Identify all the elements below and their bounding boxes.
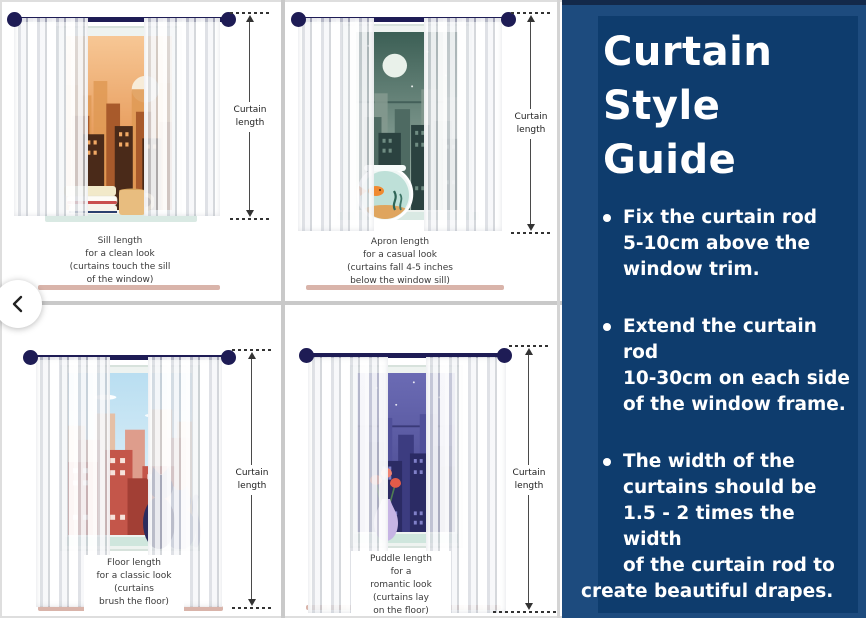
panel-puddle-length xyxy=(285,305,557,616)
tip-line: of the window frame. xyxy=(623,394,846,415)
curtain-length-measure xyxy=(232,349,272,609)
caption-line: (curtains xyxy=(114,584,154,594)
caption-line: Floor length xyxy=(107,558,161,568)
caption-line: romantic look xyxy=(370,580,432,590)
curtain-end-dotted-line xyxy=(232,607,272,609)
tip-line: curtains should be xyxy=(623,477,817,498)
bullet-dot xyxy=(603,458,611,466)
chevron-left-icon xyxy=(8,294,28,314)
tip-line: Extend the curtain rod xyxy=(623,316,817,363)
curtain-end-dotted-line xyxy=(511,232,551,234)
tip-line: The width of the xyxy=(623,451,795,472)
caption-line: for a clean look xyxy=(85,249,155,259)
caption-line: for a xyxy=(390,567,412,577)
rod-finial-left xyxy=(291,12,306,27)
caption-line: below the window sill) xyxy=(350,276,450,286)
caption-line: (curtains lay xyxy=(372,593,429,603)
rod-finial-left xyxy=(299,348,314,363)
style-guide-tips-list xyxy=(581,205,858,605)
tip-line: Fix the curtain rod xyxy=(623,207,817,228)
caption-line: of the window) xyxy=(86,275,154,285)
curtain-length-label: Curtain length xyxy=(229,465,275,495)
curtain-length-label: Curtain length xyxy=(508,109,554,139)
arrow-up-icon xyxy=(525,348,533,355)
caption-line: for a casual look xyxy=(362,250,438,260)
tip-line: 5-10cm above the xyxy=(623,233,811,254)
rod-level-dotted-line xyxy=(230,12,270,14)
rod-level-dotted-line xyxy=(232,349,272,351)
caption-line: for a classic look xyxy=(96,571,172,581)
style-guide-title xyxy=(598,16,858,187)
bullet-dot xyxy=(603,214,611,222)
arrow-up-icon xyxy=(527,15,535,22)
tip-line: 10-30cm on each side xyxy=(623,368,850,389)
curtain-length-measure xyxy=(509,345,549,613)
tip-item-rod-extension xyxy=(598,314,858,418)
caption-line: Sill length xyxy=(97,236,143,246)
caption-line: (curtains touch the sill xyxy=(69,262,171,272)
curtain-length-label: Curtain length xyxy=(227,102,273,132)
tip-line: window trim. xyxy=(623,259,760,280)
panel-caption xyxy=(351,551,451,616)
rod-finial-left xyxy=(7,12,22,27)
curtain-end-dotted-line xyxy=(493,611,557,613)
caption-line: brush the floor) xyxy=(99,597,169,607)
arrow-down-icon xyxy=(527,224,535,231)
arrow-down-icon xyxy=(525,603,533,610)
caption-line: Apron length xyxy=(370,237,430,247)
style-guide-text-panel xyxy=(581,16,858,613)
grid-divider-right xyxy=(557,0,560,618)
sheer-curtain-right xyxy=(144,18,220,216)
curtain-length-measure xyxy=(511,12,551,234)
sheer-curtain-right xyxy=(424,18,502,231)
panel-floor-length xyxy=(2,305,281,616)
tip-item-rod-height xyxy=(598,205,858,283)
panel-caption xyxy=(30,235,210,287)
rod-finial-left xyxy=(23,350,38,365)
panel-caption xyxy=(84,555,184,611)
tip-line: create beautiful drapes. xyxy=(581,581,834,602)
tip-line: 1.5 - 2 times the width xyxy=(623,503,795,550)
arrow-up-icon xyxy=(248,352,256,359)
style-guide-sidebar xyxy=(562,0,866,618)
arrow-up-icon xyxy=(246,15,254,22)
caption-line: (curtains fall 4-5 inches xyxy=(347,263,453,273)
caption-line: on the floor) xyxy=(373,606,429,616)
panel-apron-length xyxy=(285,2,557,301)
title-line: Style xyxy=(603,83,721,129)
curtain-length-label: Curtain length xyxy=(506,465,552,495)
sidebar-top-border xyxy=(562,0,866,5)
title-line: Guide xyxy=(603,137,737,183)
panel-caption xyxy=(310,236,490,288)
curtain-end-dotted-line xyxy=(230,218,270,220)
bullet-dot xyxy=(603,323,611,331)
rod-level-dotted-line xyxy=(509,345,549,347)
curtain-length-measure xyxy=(230,12,270,220)
tip-line: of the curtain rod to xyxy=(623,555,835,576)
tip-item-curtain-width xyxy=(581,449,858,605)
sheer-curtain-left xyxy=(14,18,88,216)
sheer-curtain-left xyxy=(298,18,374,231)
caption-line: Puddle length xyxy=(370,554,432,564)
panel-sill-length xyxy=(2,2,281,301)
title-line: Curtain xyxy=(603,29,773,75)
arrow-down-icon xyxy=(246,210,254,217)
rod-level-dotted-line xyxy=(511,12,551,14)
arrow-down-icon xyxy=(248,599,256,606)
